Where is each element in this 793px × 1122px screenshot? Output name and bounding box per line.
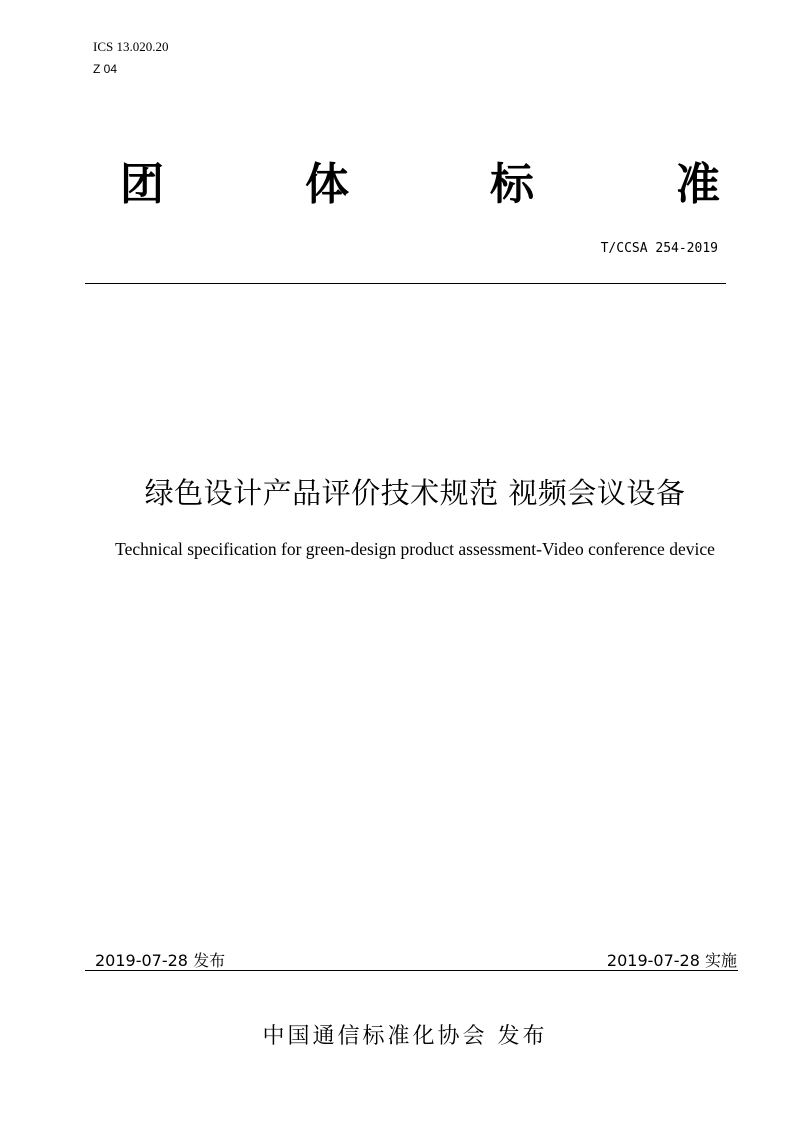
standard-number: T/CCSA 254-2019 [600,241,718,256]
issue-date: 2019-07-28 发布 [95,951,226,970]
implement-date: 2019-07-28 实施 [606,951,737,970]
doc-type-char: 体 [305,159,349,210]
publisher: 中国通信标准化协会 发布 [262,1024,548,1049]
ccs-code: Z 04 [93,62,118,76]
footer-divider [85,970,738,971]
doc-type-char: 准 [676,159,720,210]
title-english: Technical specification for green-design product assessment-Video conference device [115,539,715,559]
doc-type-char: 团 [120,159,164,210]
ics-code: ICS 13.020.20 [93,39,169,54]
header-divider [85,283,726,284]
title-chinese: 绿色设计产品评价技术规范 视频会议设备 [144,476,686,510]
doc-type-char: 标 [490,159,534,210]
